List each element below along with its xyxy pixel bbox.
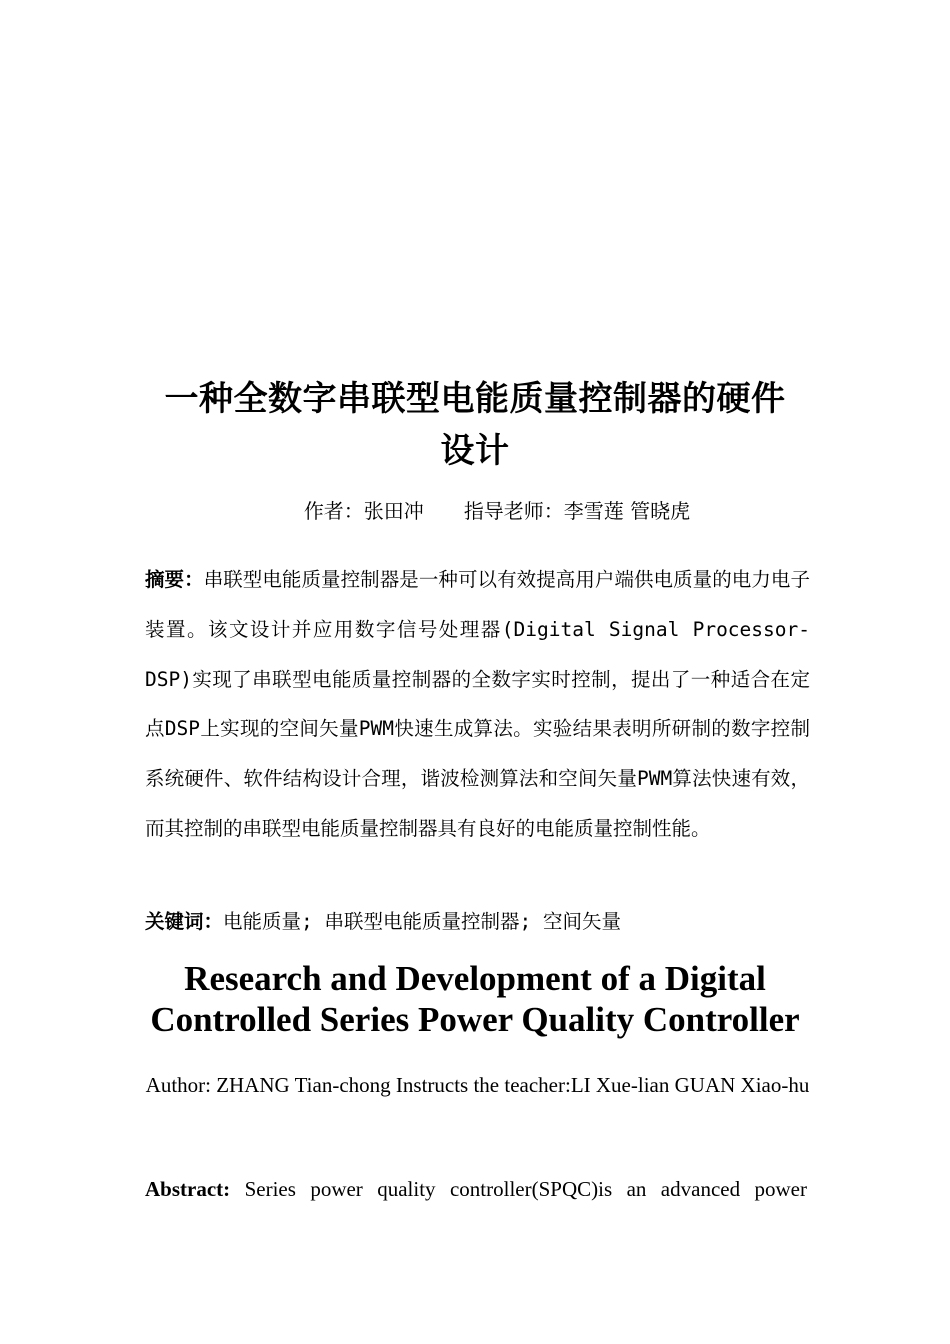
chinese-abstract-text: 串联型电能质量控制器是一种可以有效提高用户端供电质量的电力电子装置。该文设计并应用数字信号处理器(Digital Signal Processor-DSP)实现了串联型电能质量控制器的全数字实时控制，提出了一种适合在定点DSP上实现的空间矢量PWM快速生成算法。实验结果表明所研制的数字控制系统硬件、软件结构设计合理，谐波检测算法和空间矢量PWM算法快速有效，而其控制的串联型电能质量控制器具有良好的电能质量控制性能。 bbox=[145, 568, 810, 840]
english-authors: Author: ZHANG Tian-chong Instructs the teacher:LI Xue-lian GUAN Xiao-hu bbox=[145, 1073, 810, 1097]
english-abstract-label: Abstract: bbox=[145, 1177, 231, 1201]
chinese-advisor: 指导老师：李雪莲 管晓虎 bbox=[463, 499, 691, 523]
chinese-keywords bbox=[145, 902, 810, 942]
chinese-abstract-label: 摘要： bbox=[145, 568, 204, 591]
english-title bbox=[120, 958, 830, 1040]
chinese-title-line-2: 设计 bbox=[440, 431, 510, 471]
chinese-abstract bbox=[145, 555, 810, 854]
chinese-keywords-text: 电能质量; 串联型电能质量控制器; 空间矢量 bbox=[223, 910, 621, 933]
english-abstract bbox=[145, 1172, 807, 1206]
chinese-title-line-1: 一种全数字串联型电能质量控制器的硬件 bbox=[164, 379, 786, 419]
chinese-title bbox=[120, 373, 830, 477]
chinese-authors bbox=[120, 496, 830, 526]
english-abstract-text: Series power quality controller(SPQC)is an advanced power bbox=[244, 1177, 807, 1201]
english-title-line-1: Research and Development of a Digital bbox=[184, 959, 766, 998]
english-title-line-2: Controlled Series Power Quality Controller bbox=[150, 1000, 800, 1039]
chinese-author: 作者：张田冲 bbox=[303, 499, 424, 523]
chinese-keywords-label: 关键词： bbox=[145, 910, 224, 933]
